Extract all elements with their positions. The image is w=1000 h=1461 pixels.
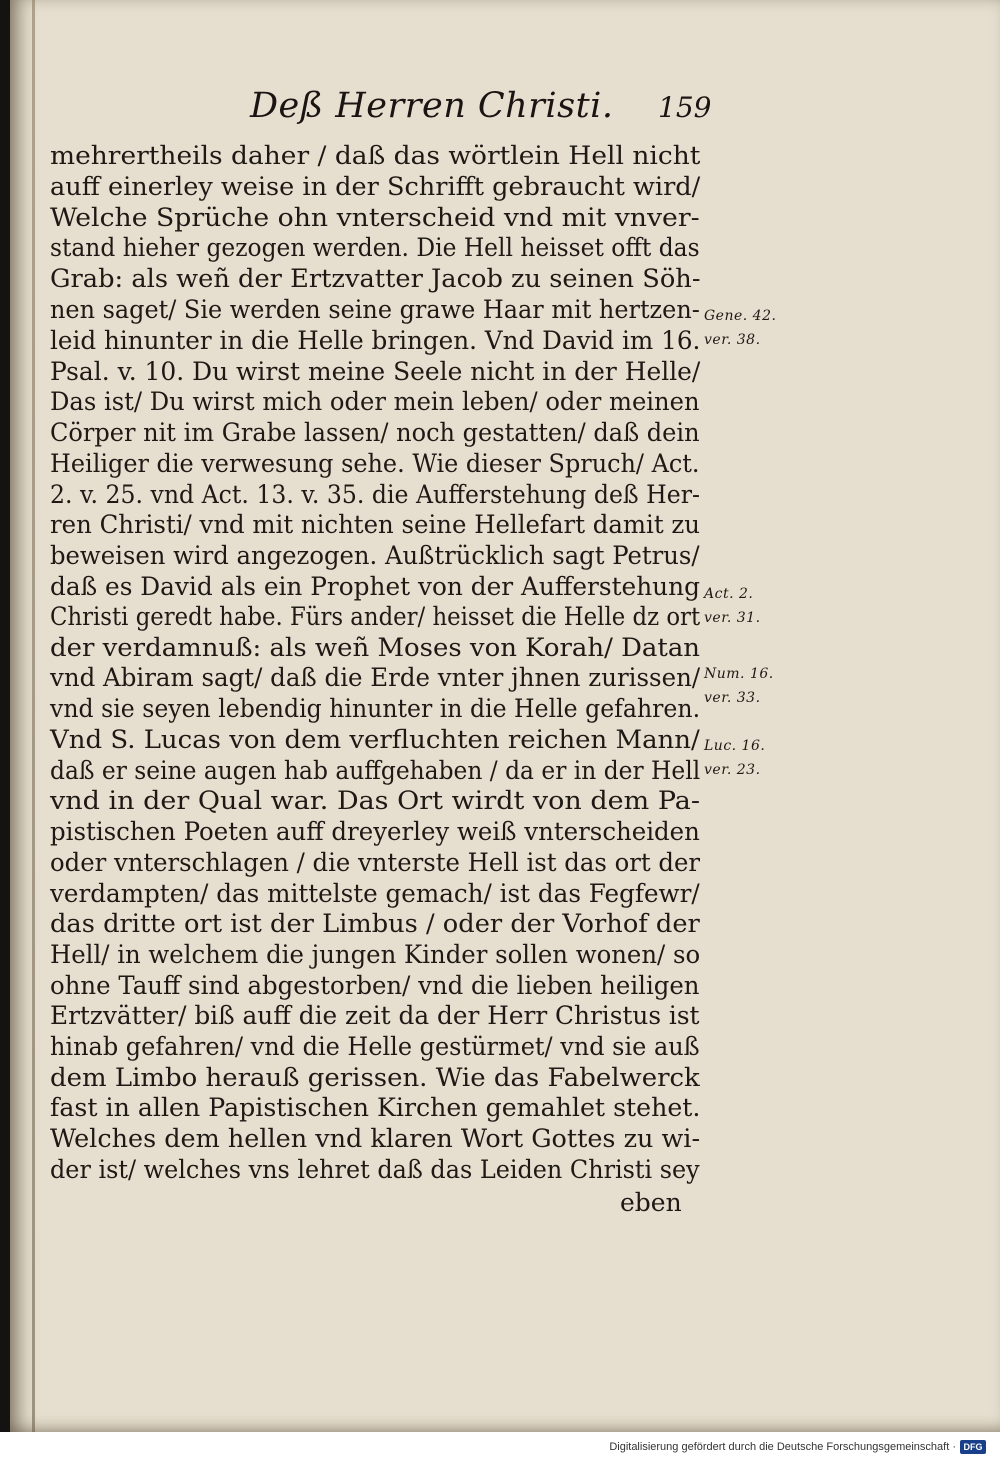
text-line: daß er seine augen hab auffgehaben / da er in der Hell bbox=[50, 756, 701, 785]
text-line: daß es David als ein Prophet von der Aufferstehung bbox=[50, 572, 700, 601]
margin-note: Luc. 16. bbox=[704, 738, 766, 754]
text-line: Grab: als weñ der Ertzvatter Jacob zu seinen Söh- bbox=[50, 264, 701, 293]
margin-note: ver. 33. bbox=[704, 690, 761, 706]
catchword: eben bbox=[620, 1188, 682, 1217]
text-line: vnd sie seyen lebendig hinunter in die Helle gefahren. bbox=[50, 694, 701, 723]
margin-note: Gene. 42. bbox=[704, 308, 777, 324]
margin-note: ver. 38. bbox=[704, 332, 761, 348]
text-line: Vnd S. Lucas von dem verfluchten reichen Mann/ bbox=[50, 725, 700, 754]
text-line: Ertzvätter/ biß auff die zeit da der Herr Christus ist bbox=[50, 1001, 700, 1030]
text-line: hinab gefahren/ vnd die Helle gestürmet/ vnd sie auß bbox=[50, 1032, 700, 1061]
funding-credit: Digitalisierung gefördert durch die Deutsche Forschungsgemeinschaft · bbox=[609, 1441, 956, 1453]
text-line: Christi geredt habe. Fürs ander/ heisset die Helle dz ort bbox=[50, 602, 701, 631]
footer-bar bbox=[0, 1432, 1000, 1461]
gutter-shadow bbox=[32, 0, 35, 1432]
margin-note: ver. 23. bbox=[704, 762, 761, 778]
margin-note: ver. 31. bbox=[704, 610, 761, 626]
text-line: pistischen Poeten auff dreyerley weiß vnterscheiden bbox=[50, 817, 700, 846]
text-line: vnd in der Qual war. Das Ort wirdt von dem Pa- bbox=[50, 786, 700, 815]
text-line: fast in allen Papistischen Kirchen gemahlet stehet. bbox=[50, 1093, 701, 1122]
text-line: ren Christi/ vnd mit nichten seine Hellefart damit zu bbox=[50, 510, 700, 539]
text-line: stand hieher gezogen werden. Die Hell heisset offt das bbox=[50, 233, 700, 262]
text-line: beweisen wird angezogen. Außtrücklich sagt Petrus/ bbox=[50, 541, 700, 570]
text-line: mehrertheils daher / daß das wörtlein Hell nicht bbox=[50, 141, 701, 170]
text-line: nen saget/ Sie werden seine grawe Haar mit hertzen- bbox=[50, 295, 700, 324]
text-line: auff einerley weise in der Schrifft gebraucht wird/ bbox=[50, 172, 701, 201]
margin-note: Num. 16. bbox=[704, 666, 774, 682]
running-title: Deß Herren Christi. bbox=[250, 86, 614, 126]
text-line: Heiliger die verwesung sehe. Wie dieser Spruch/ Act. bbox=[50, 449, 700, 478]
text-line: der ist/ welches vns lehret daß das Leiden Christi sey bbox=[50, 1155, 700, 1184]
text-line: Welche Sprüche ohn vnterscheid vnd mit vnver- bbox=[50, 203, 700, 232]
text-line: Das ist/ Du wirst mich oder mein leben/ oder meinen bbox=[50, 387, 700, 416]
text-line: der verdamnuß: als weñ Moses von Korah/ Datan bbox=[50, 633, 701, 662]
text-line: vnd Abiram sagt/ daß die Erde vnter jhnen zurissen/ bbox=[50, 663, 701, 692]
text-line: ohne Tauff sind abgestorben/ vnd die lieben heiligen bbox=[50, 971, 700, 1000]
text-line: Hell/ in welchem die jungen Kinder sollen wonen/ so bbox=[50, 940, 701, 969]
margin-note: Act. 2. bbox=[704, 586, 754, 602]
text-line: Welches dem hellen vnd klaren Wort Gottes zu wi- bbox=[50, 1124, 701, 1153]
text-line: das dritte ort ist der Limbus / oder der Vorhof der bbox=[50, 909, 700, 938]
text-line: leid hinunter in die Helle bringen. Vnd David im 16. bbox=[50, 326, 701, 355]
folio-number: 159 bbox=[658, 91, 712, 124]
text-line: Psal. v. 10. Du wirst meine Seele nicht in der Helle/ bbox=[50, 357, 701, 386]
text-line: oder vnterschlagen / die vnterste Hell ist das ort der bbox=[50, 848, 700, 877]
text-line: Cörper nit im Grabe lassen/ noch gestatten/ daß dein bbox=[50, 418, 700, 447]
text-line: dem Limbo herauß gerissen. Wie das Fabelwerck bbox=[50, 1063, 700, 1092]
dfg-logo-icon: DFG bbox=[960, 1440, 986, 1454]
text-line: verdampten/ das mittelste gemach/ ist das Fegfewr/ bbox=[50, 879, 700, 908]
text-line: 2. v. 25. vnd Act. 13. v. 35. die Aufferstehung deß Her- bbox=[50, 480, 700, 509]
